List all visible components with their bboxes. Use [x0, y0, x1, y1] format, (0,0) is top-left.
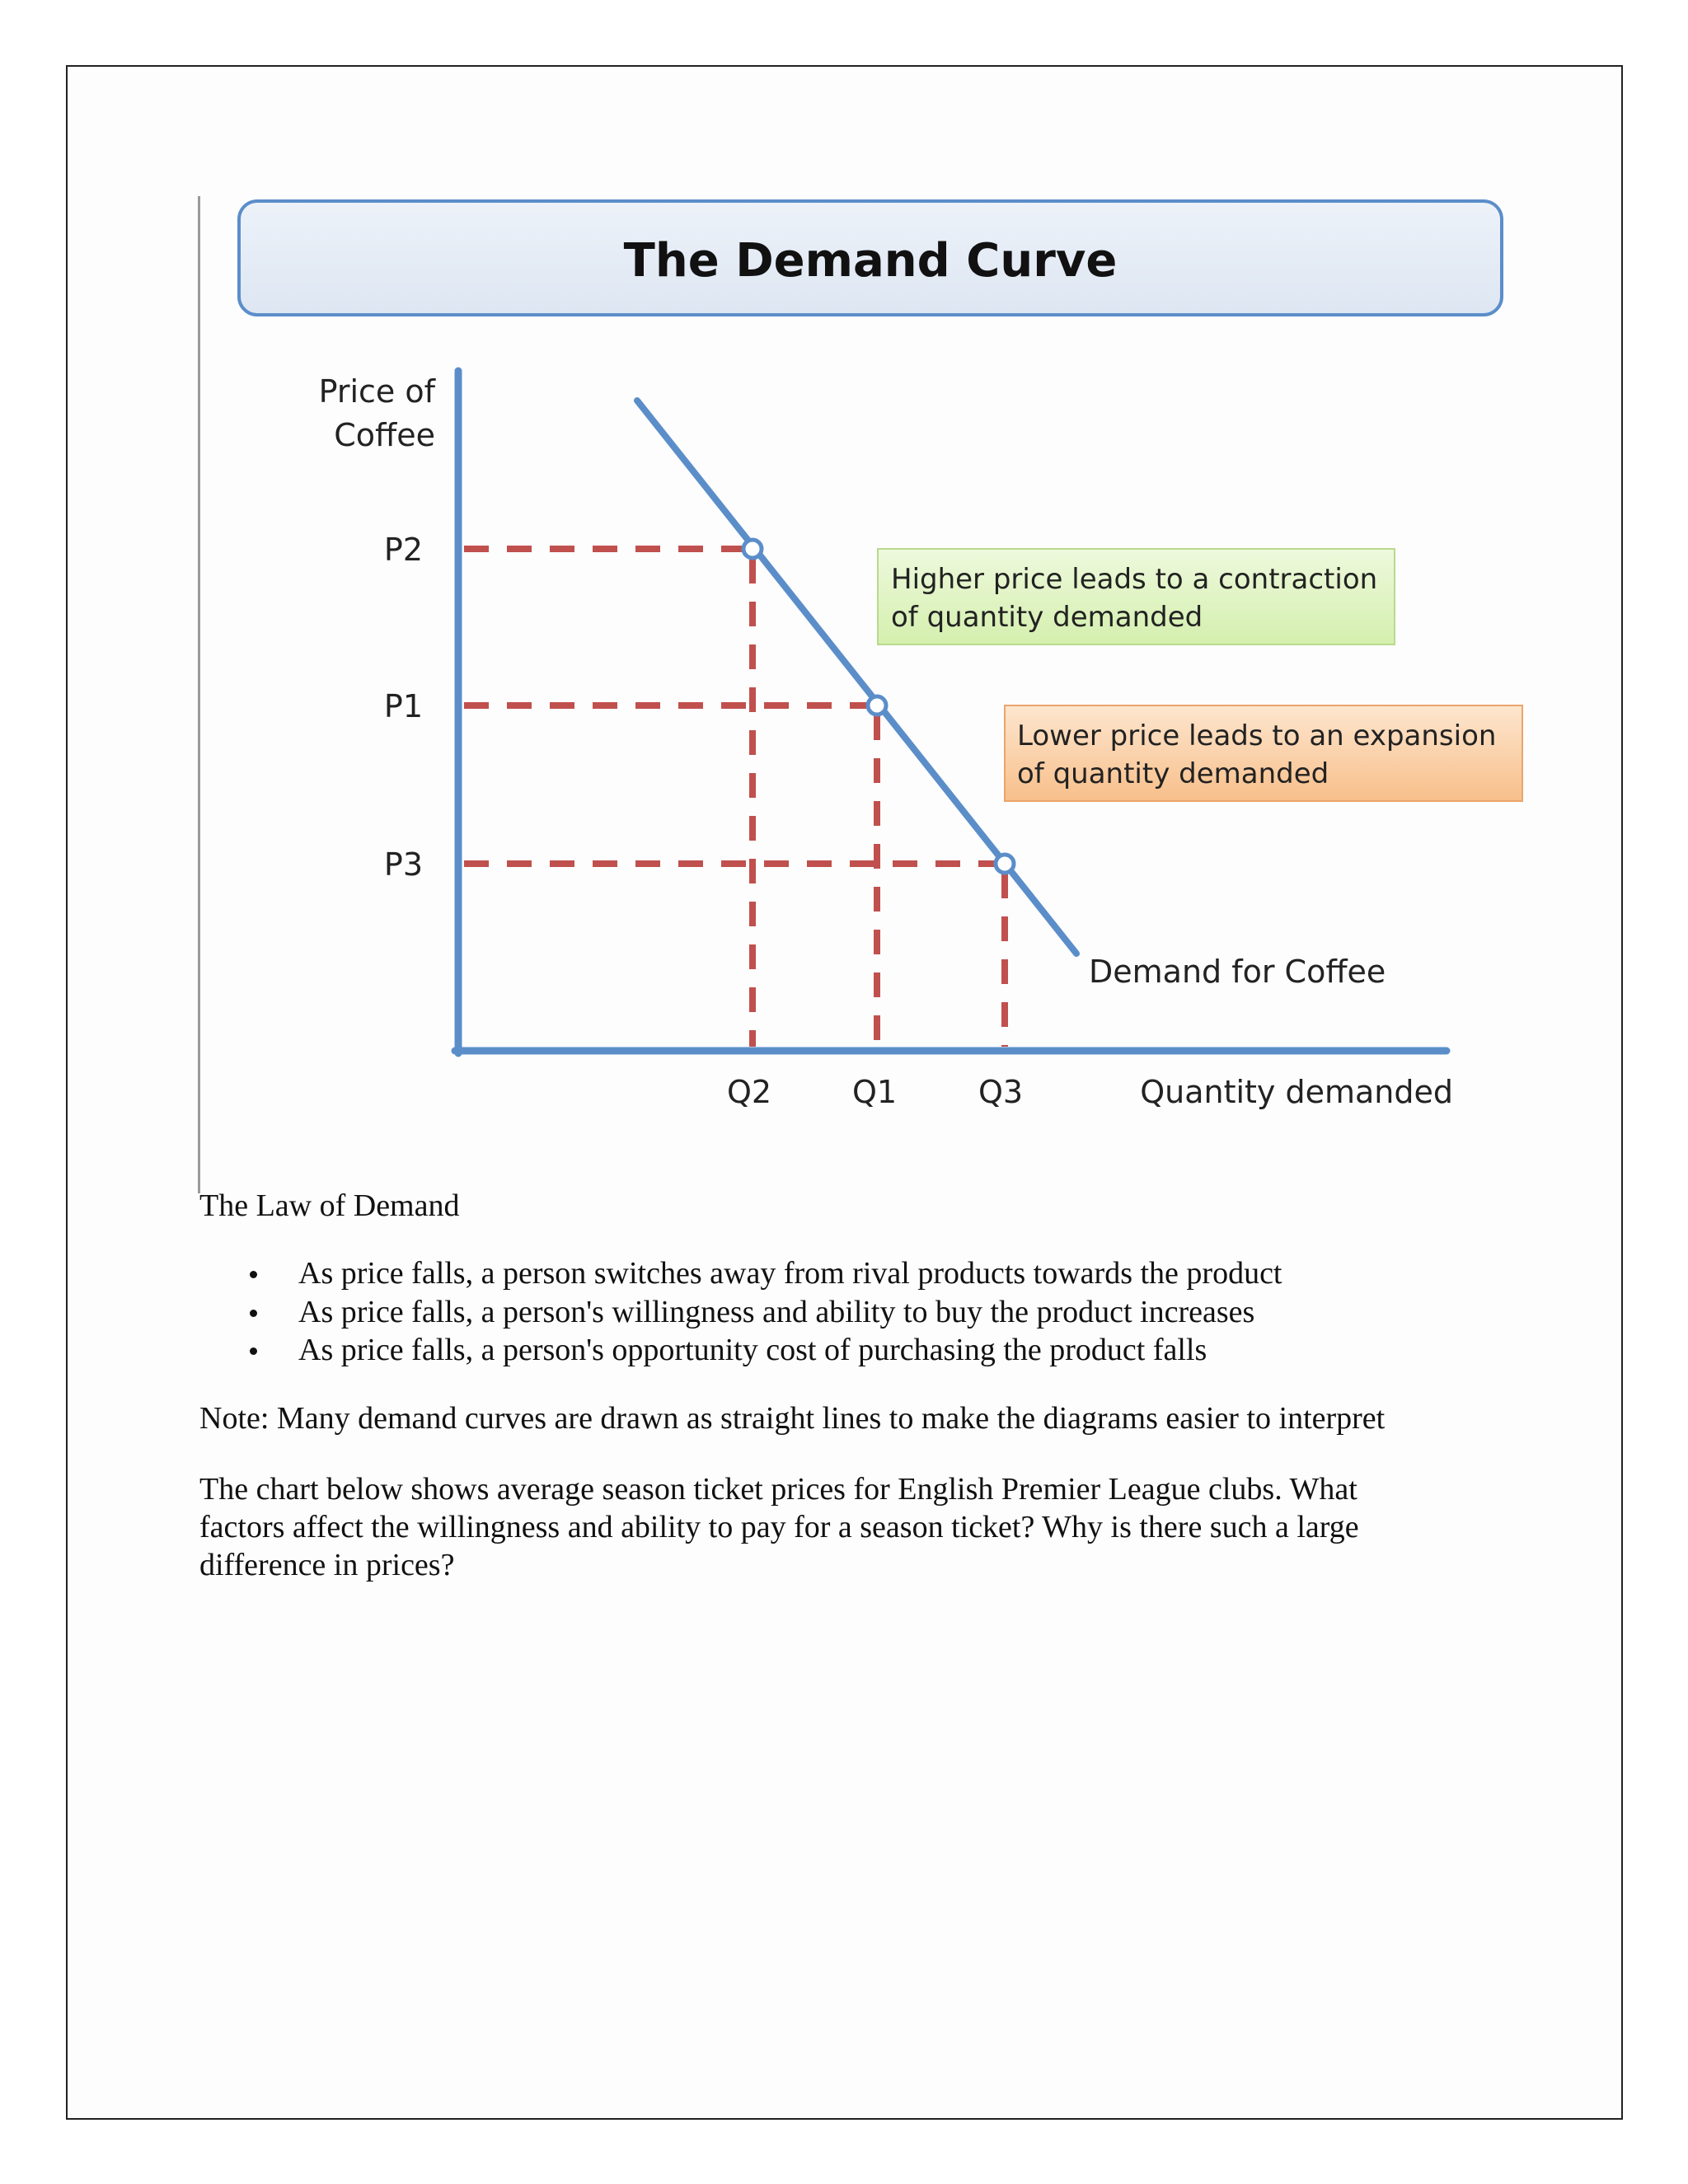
- bullet-item: [199, 1331, 1551, 1370]
- quantity-label-q1: Q1: [851, 1074, 898, 1110]
- x-axis-label: Quantity demanded: [1140, 1074, 1453, 1110]
- bullet-item: [199, 1254, 1551, 1293]
- question-line: The chart below shows average season ticket prices for English Premier League clubs. What: [199, 1471, 1357, 1507]
- bullet-item: [199, 1293, 1551, 1332]
- bullet-list: [199, 1254, 1551, 1370]
- bullet-dot-icon: [250, 1347, 257, 1355]
- price-label-p1: P1: [383, 688, 423, 724]
- note-paragraph: Note: Many demand curves are drawn as straight lines to make the diagrams easier to interpret: [199, 1400, 1386, 1436]
- y-axis-label-line2: Coffee: [334, 417, 435, 453]
- callout-lower-line1: Lower price leads to an expansion: [1017, 719, 1497, 752]
- callout-higher-line2: of quantity demanded: [891, 601, 1203, 634]
- question-line: difference in prices?: [199, 1547, 455, 1582]
- point-p2-q2: [743, 540, 762, 558]
- bullet-text: As price falls, a person's opportunity cost of purchasing the product falls: [298, 1333, 1207, 1367]
- demand-curve-diagram: [200, 196, 1540, 1193]
- y-axis-label-line1: Price of: [318, 373, 435, 410]
- curve-label: Demand for Coffee: [1089, 954, 1386, 990]
- callout-lower-line2: of quantity demanded: [1017, 757, 1329, 790]
- document-body: [199, 1187, 1551, 1584]
- bullet-text: As price falls, a person's willingness and ability to buy the product increases: [298, 1294, 1255, 1329]
- diagram-title: The Demand Curve: [623, 234, 1118, 288]
- bullet-text: As price falls, a person switches away from rival products towards the product: [298, 1256, 1282, 1291]
- bullet-dot-icon: [250, 1271, 257, 1278]
- question-line: factors affect the willingness and ability to pay for a season ticket? Why is there such a large: [199, 1509, 1359, 1544]
- question-paragraph: [199, 1470, 1551, 1584]
- point-p1-q1: [868, 696, 886, 715]
- bullet-dot-icon: [250, 1310, 257, 1317]
- point-p3-q3: [996, 855, 1014, 873]
- quantity-label-q3: Q3: [978, 1074, 1024, 1110]
- price-label-p2: P2: [383, 532, 423, 568]
- price-label-p3: P3: [383, 846, 423, 883]
- quantity-label-q2: Q2: [726, 1074, 772, 1110]
- section-heading: The Law of Demand: [199, 1188, 460, 1223]
- callout-higher-line1: Higher price leads to a contraction: [891, 563, 1378, 596]
